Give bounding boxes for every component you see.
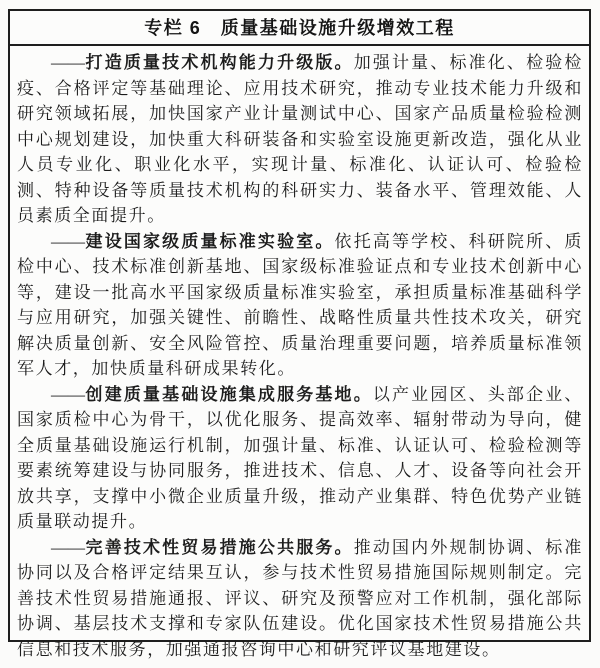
paragraph-lead: 创建质量基础设施集成服务基地。: [85, 385, 373, 404]
paragraph: [17, 50, 583, 229]
paragraph-dash: ——: [51, 232, 85, 251]
column-box: [8, 9, 591, 642]
paragraph-lead: 完善技术性贸易措施公共服务。: [85, 538, 354, 557]
paragraph-dash: ——: [51, 53, 85, 72]
paragraph-lead: 建设国家级质量标准实验室。: [85, 232, 335, 251]
paragraph-text: 依托高等学校、科研院所、质检中心、技术标准创新基地、国家级标准验证点和专业技术创新中心等，建设一批高水平国家级质量标准实验室，承担质量标准基础科学与应用研究，加强关键性、前瞻性、战略性质量共性技术攻关，研究解决质量创新、安全风险管控、质量治理重要问题，培养质量标准领军人才，加快质量科研成果转化。: [17, 232, 583, 379]
paragraph: [17, 535, 583, 663]
paragraph: [17, 229, 583, 382]
paragraph-text: 以产业园区、头部企业、国家质检中心为骨干，以优化服务、提高效率、辐射带动为导向，健全质量基础设施运行机制，加强计量、标准、认证认可、检验检测等要素统筹建设与协同服务，推进技术、信息、人才、设备等向社会开放共享，支撑中小微企业质量升级，推动产业集群、特色优势产业链质量联动提升。: [17, 385, 583, 532]
paragraph-text: 加强计量、标准化、检验检疫、合格评定等基础理论、应用技术研究，推动专业技术能力升级和研究领域拓展，加快国家产业计量测试中心、国家产品质量检验检测中心规划建设，加快重大科研装备和实验室设施更新改造，强化从业人员专业化、职业化水平，实现计量、标准化、认证认可、检验检测、特种设备等质量技术机构的科研实力、装备水平、管理效能、人员素质全面提升。: [17, 53, 583, 225]
column-body: [10, 46, 589, 668]
column-title: 专栏 6 质量基础设施升级增效工程: [10, 11, 589, 46]
paragraph-dash: ——: [51, 385, 85, 404]
paragraph-lead: 打造质量技术机构能力升级版。: [85, 53, 354, 72]
paragraph-text: 推动国内外规制协调、标准协同以及合格评定结果互认，参与技术性贸易措施国际规则制定。完善技术性贸易措施通报、评议、研究及预警应对工作机制，强化部际协调、基层技术支撑和专家队伍建设。优化国家技术性贸易措施公共信息和技术服务，加强通报咨询中心和研究评议基地建设。: [17, 538, 583, 659]
paragraph-dash: ——: [51, 538, 85, 557]
paragraph: [17, 382, 583, 535]
